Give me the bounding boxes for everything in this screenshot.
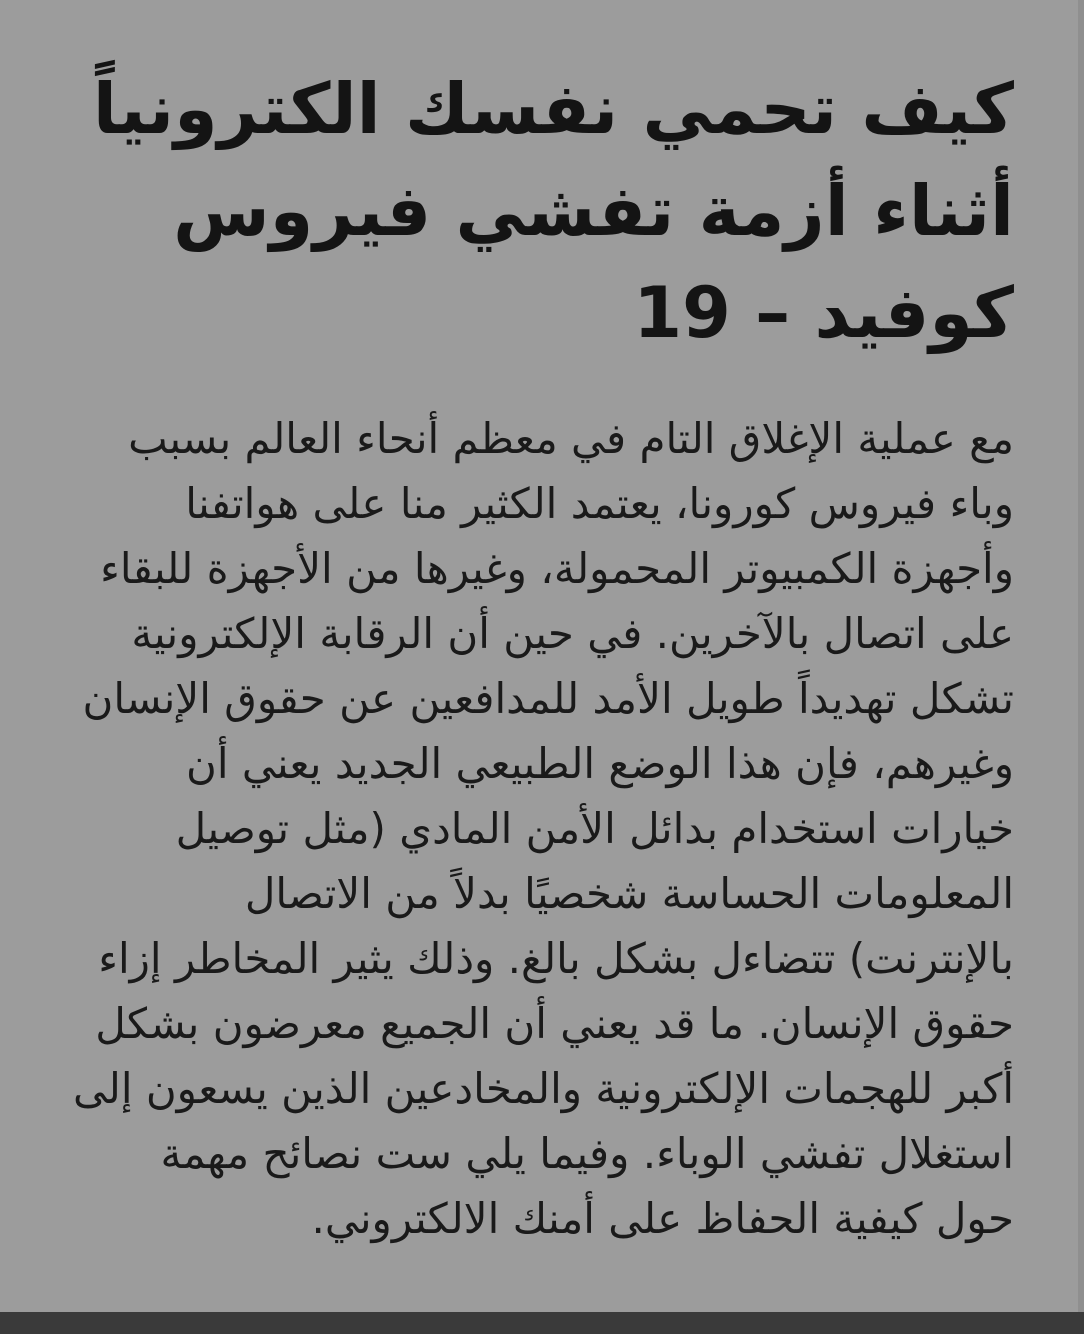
bottom-bar (0, 1312, 1084, 1334)
article-container (70, 58, 1014, 1251)
article-title: كيف تحمي نفسك الكترونياً أثناء أزمة تفشي فيروس كوفيد – 19 (92, 68, 1014, 354)
scroll-edge (1078, 0, 1084, 1312)
article-body: مع عملية الإغلاق التام في معظم أنحاء العالم بسبب وباء فيروس كورونا، يعتمد الكثير منا على هواتفنا وأجهزة الكمبيوتر المحمولة، وغيرها من الأجهزة للبقاء على اتصال بالآخرين. في حين أن الرقابة الإلكترونية تشكل تهديداً طويل الأمد للمدافعين عن حقوق الإنسان وغيرهم، فإن هذا الوضع الطبيعي الجديد يعني أن خيارات استخدام بدائل الأمن المادي (مثل توصيل المعلومات الحساسة شخصيًا بدلاً من الاتصال بالإنترنت) تتضاءل بشكل بالغ. وذلك يثير المخاطر إزاء حقوق الإنسان. ما قد يعني أن الجميع معرضون بشكل أكبر للهجمات الإلكترونية والمخادعين الذين يسعون إلى استغلال تفشي الوباء. وفيما يلي ست نصائح مهمة حول كيفية الحفاظ على أمنك الالكتروني. (73, 414, 1014, 1243)
